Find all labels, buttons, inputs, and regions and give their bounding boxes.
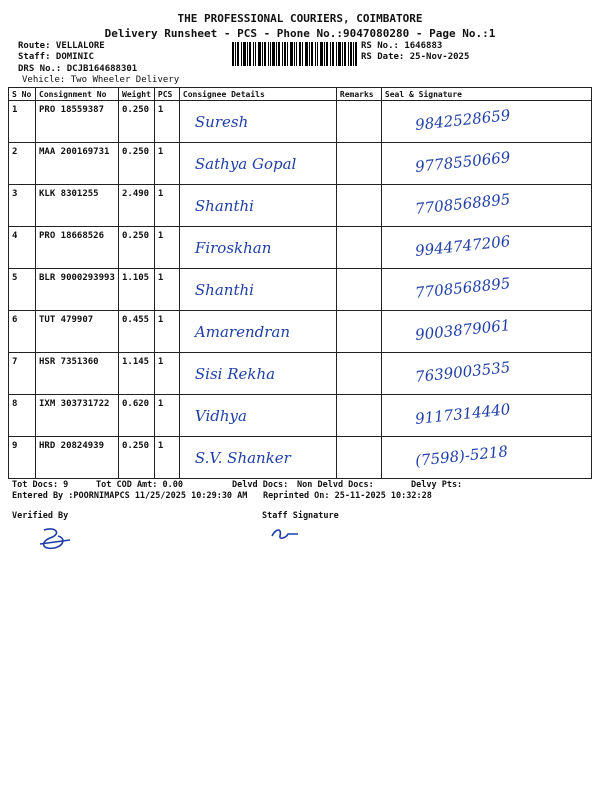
weight-value: 0.455 [122,315,150,325]
non-delvd-docs: Non Delvd Docs: [297,480,374,490]
consignment-number-value: KLK 8301255 [39,189,99,199]
sno-cell [9,143,36,185]
consignment-number-cell [36,269,119,311]
seal-signature-cell [381,101,591,143]
consignee-details-value: Suresh [194,113,249,131]
sno-cell [9,227,36,269]
col-consignee: Consignee Details [179,88,336,101]
seal-signature-value: (7598)-5218 [414,442,509,470]
consignee-details-value: Amarendran [194,323,290,341]
pcs-value: 1 [157,273,164,283]
seal-signature-cell [381,395,591,437]
sno-value: 3 [12,189,18,199]
pcs-value: 1 [157,147,164,157]
consignment-number-cell [36,395,119,437]
drs-number: DRS No.: DCJB164688301 [18,64,138,74]
consignment-number-value: MAA 200169731 [39,147,110,157]
seal-signature-value: 9778550669 [414,148,512,176]
pcs-cell [154,311,179,353]
remarks-cell [336,101,381,143]
sno-cell [9,269,36,311]
sno-value: 4 [12,231,18,241]
consignee-details-value: Shanthi [194,197,254,215]
pcs-cell [154,101,179,143]
tot-cod-amt: Tot COD Amt: 0.00 [96,480,183,490]
consignee-details-value: Shanthi [194,281,254,299]
sno-value: 6 [12,315,18,325]
col-weight: Weight [119,88,155,101]
table-row [9,143,592,185]
consignment-number-value: PRO 18559387 [39,105,105,115]
seal-signature-cell [381,185,591,227]
sno-value: 1 [12,105,18,115]
consignment-number-cell [36,185,119,227]
consignee-details-cell [179,185,336,227]
pcs-value: 1 [157,357,164,367]
weight-value: 1.145 [122,357,150,367]
pcs-value: 1 [157,231,164,241]
consignee-details-cell [179,395,336,437]
consignment-number-cell [36,311,119,353]
entered-by: Entered By :POORNIMAPCS 11/25/2025 10:29:30 AM [12,491,248,501]
remarks-cell [336,143,381,185]
seal-signature-cell [381,311,591,353]
consignee-details-value: S.V. Shanker [194,449,291,467]
col-signature: Seal & Signature [381,88,591,101]
col-sno: S No [9,88,36,101]
col-pcs: PCS [154,88,179,101]
sno-cell [9,311,36,353]
weight-value: 0.250 [122,231,150,241]
table-row [9,101,592,143]
consignment-number-value: HSR 7351360 [39,357,99,367]
seal-signature-value: 9117314440 [414,400,512,428]
rs-number: RS No.: 1646883 [361,41,443,51]
table-row [9,353,592,395]
consignee-details-value: Vidhya [194,407,247,425]
staff-signature-scribble [270,524,302,542]
consignment-number-value: IXM 303731722 [39,399,110,409]
consignment-number-cell [36,227,119,269]
remarks-cell [336,185,381,227]
consignment-number-value: PRO 18668526 [39,231,105,241]
consignee-details-cell [179,437,336,479]
col-remarks: Remarks [336,88,381,101]
sno-value: 5 [12,273,18,283]
reprinted-on: Reprinted On: 25-11-2025 10:32:28 [263,491,432,501]
delvy-pts: Delvy Pts: [411,480,463,490]
sno-cell [9,101,36,143]
weight-cell [119,101,155,143]
remarks-cell [336,311,381,353]
remarks-cell [336,437,381,479]
consignee-details-value: Sisi Rekha [194,365,276,383]
consignee-details-value: Sathya Gopal [194,155,297,173]
sno-cell [9,185,36,227]
weight-cell [119,437,155,479]
vehicle-label: Vehicle: Two Wheeler Delivery [22,75,180,85]
consignee-details-cell [179,353,336,395]
remarks-cell [336,269,381,311]
consignee-details-cell [179,227,336,269]
table-row [9,185,592,227]
weight-cell [119,395,155,437]
seal-signature-value: 9003879061 [414,316,512,344]
pcs-value: 1 [157,399,164,409]
consignee-details-cell [179,311,336,353]
consignee-details-value: Firoskhan [194,239,272,257]
weight-cell [119,311,155,353]
runsheet-subtitle: Delivery Runsheet - PCS - Phone No.:9047080280 - Page No.:1 [104,27,496,40]
weight-value: 0.250 [122,441,150,451]
remarks-cell [336,227,381,269]
consignee-details-cell [179,143,336,185]
sno-value: 8 [12,399,18,409]
tot-docs: Tot Docs: 9 [12,480,69,490]
weight-cell [119,227,155,269]
seal-signature-value: 7708568895 [414,190,512,218]
staff-label: Staff: DOMINIC [18,52,94,62]
pcs-cell [154,185,179,227]
barcode-image [232,42,357,66]
seal-signature-cell [381,269,591,311]
table-row [9,227,592,269]
seal-signature-value: 9842528659 [414,106,512,134]
weight-value: 0.250 [122,147,150,157]
consignee-details-cell [179,269,336,311]
seal-signature-cell [381,353,591,395]
table-row [9,395,592,437]
table-row [9,269,592,311]
table-header-row [9,88,592,101]
pcs-cell [154,143,179,185]
weight-value: 0.620 [122,399,150,409]
sno-value: 7 [12,357,18,367]
pcs-cell [154,227,179,269]
sno-cell [9,437,36,479]
sno-value: 9 [12,441,18,451]
sno-cell [9,395,36,437]
pcs-cell [154,269,179,311]
verified-signature-scribble [36,524,76,556]
company-title: THE PROFESSIONAL COURIERS, COIMBATORE [177,12,423,25]
seal-signature-value: 7639003535 [414,358,512,386]
rs-date: RS Date: 25-Nov-2025 [361,52,470,62]
table-row [9,311,592,353]
consignment-number-value: HRD 20824939 [39,441,105,451]
seal-signature-cell [381,143,591,185]
pcs-value: 1 [157,105,164,115]
seal-signature-cell [381,437,591,479]
pcs-cell [154,395,179,437]
consignment-number-cell [36,101,119,143]
seal-signature-value: 7708568895 [414,274,512,302]
weight-cell [119,185,155,227]
weight-cell [119,269,155,311]
verified-by-label: Verified By [12,511,69,521]
pcs-value: 1 [157,315,164,325]
table-row [9,437,592,479]
seal-signature-value: 9944747206 [414,232,512,260]
pcs-cell [154,437,179,479]
consignment-number-value: TUT 479907 [39,315,94,325]
pcs-value: 1 [157,189,164,199]
pcs-cell [154,353,179,395]
weight-value: 0.250 [122,105,150,115]
runsheet-table [8,87,592,479]
consignment-number-cell [36,437,119,479]
consignment-number-cell [36,143,119,185]
consignment-number-cell [36,353,119,395]
col-consignment: Consignment No [36,88,119,101]
weight-value: 2.490 [122,189,150,199]
remarks-cell [336,395,381,437]
consignee-details-cell [179,101,336,143]
weight-cell [119,353,155,395]
seal-signature-cell [381,227,591,269]
pcs-value: 1 [157,441,164,451]
sno-value: 2 [12,147,18,157]
sno-cell [9,353,36,395]
route-label: Route: VELLALORE [18,41,105,51]
weight-cell [119,143,155,185]
weight-value: 1.105 [122,273,150,283]
remarks-cell [336,353,381,395]
consignment-number-value: BLR 9000293993 [39,273,115,283]
delvd-docs: Delvd Docs: [232,480,289,490]
staff-signature-label: Staff Signature [262,511,339,521]
